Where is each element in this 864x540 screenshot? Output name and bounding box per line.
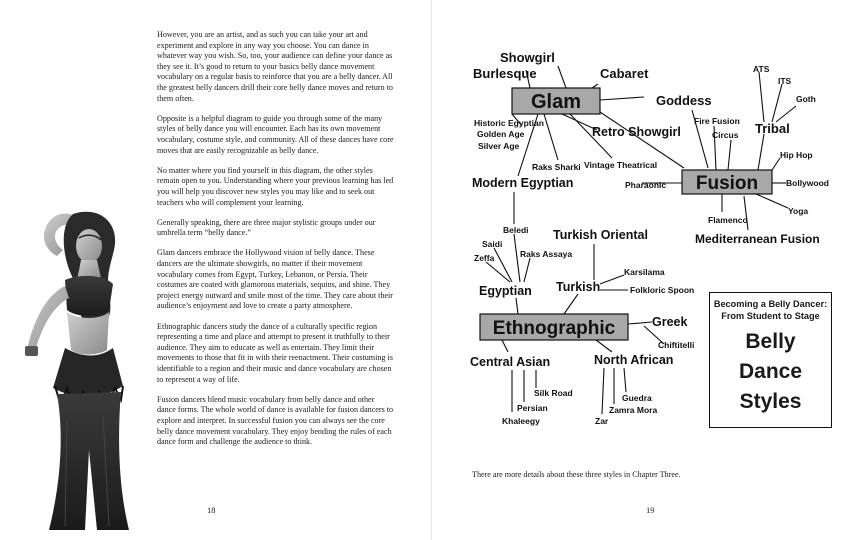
title-box: [709, 292, 832, 428]
yoga-label: Yoga: [788, 206, 809, 216]
glam-label: Glam: [530, 91, 582, 113]
styles-diagram: [432, 0, 864, 540]
karsilama-label: Karsilama: [624, 267, 665, 277]
silver-age-label: Silver Age: [478, 141, 520, 151]
pharaonic-label: Pharaonic: [625, 180, 667, 190]
goth-label: Goth: [796, 94, 816, 104]
subtitle-line: From Student to Stage: [721, 311, 820, 321]
guedra-label: Guedra: [622, 393, 652, 403]
modern-egyptian-label: Modern Egyptian: [472, 176, 574, 190]
raks-sharki-label: Raks Sharki: [532, 162, 581, 172]
zeffa-label: Zeffa: [474, 253, 495, 263]
north-african-label: North African: [594, 353, 674, 367]
saidi-label: Saidi: [482, 239, 503, 249]
bollywood-label: Bollywood: [786, 178, 829, 188]
title-line: Dance: [738, 360, 803, 383]
turkish-oriental-label: Turkish Oriental: [553, 228, 648, 242]
golden-age-label: Golden Age: [477, 129, 525, 139]
ethnographic-label: Ethnographic: [492, 318, 616, 339]
paragraph: Ethnographic dancers study the dance of a culturally specific region representing a time and place and attempt to present it truthfully to their audience. They aim to educate as well as entertain. They limit their movements to those that fit in with their reenactment. Their costuming is identifiable to a region and their music and dance vocabulary are chosen to represent a way of life.: [157, 321, 393, 384]
chapter-note: There are more details about these three styles in Chapter Three.: [472, 470, 681, 479]
goddess-label: Goddess: [656, 93, 712, 108]
silk-road-label: Silk Road: [534, 388, 573, 398]
hip-hop-label: Hip Hop: [780, 150, 813, 160]
title-box-title: [710, 327, 831, 417]
persian-label: Persian: [517, 403, 548, 413]
zar-label: Zar: [595, 416, 609, 426]
greek-label: Greek: [652, 315, 688, 329]
mediterranean-fusion-label: Mediterranean Fusion: [695, 232, 820, 246]
central-asian-label: Central Asian: [470, 355, 551, 369]
body-text: [157, 30, 395, 457]
retro-showgirl-label: Retro Showgirl: [592, 125, 681, 139]
fire-fusion-label: Fire Fusion: [694, 116, 740, 126]
dancer-photo: [5, 200, 150, 532]
chiftitelli-label: Chiftitelli: [658, 340, 695, 350]
tribal-label: Tribal: [755, 121, 790, 136]
cabaret-label: Cabaret: [600, 66, 649, 81]
title-line: Belly: [745, 330, 796, 353]
burlesque-label: Burlesque: [473, 66, 537, 81]
paragraph: No matter where you find yourself in this diagram, the other styles remain open to you. Understanding where your previous learning has led you will help you discover new styles you may like and to seek out teachers who will complement your learning.: [157, 165, 394, 207]
egyptian-label: Egyptian: [479, 284, 532, 298]
paragraph: Glam dancers embrace the Hollywood vision of belly dance. These dancers are the ultimate showgirls, no matter if their movement vocabulary comes from Egypt, Turkey, Lebanon, or Persia. Their costumes are coated with glamorous materials, sequins, and shine. They project energy outward and smile most of the time. They care about their audience’s enjoyment and love to create a party atmosphere.: [157, 248, 393, 311]
paragraph: Fusion dancers blend music vocabulary from belly dance and other dance forms. The whole world of dance is available for fusion dancers to explore and interpret. In successful fusion you can always see the core belly dance movement vocabulary. They enjoy bending the rules of each dance form and challenge the audience to think.: [157, 394, 394, 447]
page-number: 18: [207, 505, 216, 515]
page-number: 19: [646, 505, 655, 515]
fusion-label: Fusion: [695, 173, 759, 194]
folkloric-spoon-label: Folkloric Spoon: [630, 285, 695, 295]
khaleegy-label: Khaleegy: [502, 416, 540, 426]
historic-egyptian-label: Historic Egyptian: [474, 118, 544, 128]
paragraph: Opposite is a helpful diagram to guide you through some of the many styles of belly dance you will encounter. Each has its own movement vocabulary, costume style, and community. All of these dances have core moves that are easily recognizable as belly dance.: [157, 113, 394, 155]
paragraph: However, you are an artist, and as such you can take your art and experiment and explore in any way you choose. You can dance in whatever way you wish. So, too, your audience can define your dance as they see it. It’s good to return to your basics belly dance movement vocabulary on a regular basis to reinforce that you are a belly dancer. All the greatest belly dancers drill their core belly dance moves and return to them often.: [157, 30, 393, 103]
turkish-label: Turkish: [556, 280, 601, 294]
raks-assaya-label: Raks Assaya: [520, 249, 573, 259]
its-label: ITS: [778, 76, 792, 86]
beledi-label: Beledi: [503, 225, 529, 235]
ats-label: ATS: [753, 64, 770, 74]
subtitle-line: Becoming a Belly Dancer:: [713, 299, 828, 309]
zamra-mora-label: Zamra Mora: [609, 405, 658, 415]
showgirl-label: Showgirl: [500, 50, 555, 65]
circus-label: Circus: [712, 130, 739, 140]
paragraph: Generally speaking, there are three major stylistic groups under our umbrella term “belly dance.”: [157, 217, 376, 238]
title-box-subtitle: [710, 298, 831, 322]
title-line: Styles: [739, 390, 802, 413]
flamenco-label: Flamenco: [708, 215, 748, 225]
vintage-theatrical-label: Vintage Theatrical: [584, 160, 658, 170]
